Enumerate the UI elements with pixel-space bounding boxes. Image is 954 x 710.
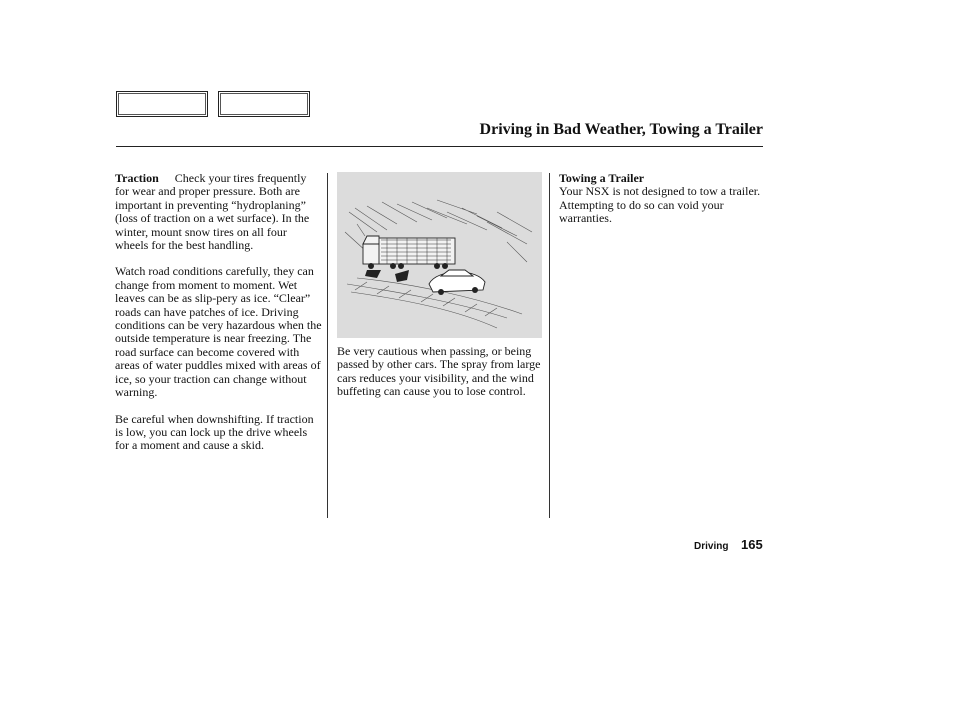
header-rule <box>116 146 763 147</box>
left-column <box>115 172 323 466</box>
traction-text: Check your tires frequently for wear and proper pressure. Both are important in preventing “hydroplaning” (loss of traction on a wet surface). In the winter, mount snow tires on all four wheels for the best handling. <box>115 171 310 253</box>
road-conditions-paragraph: Watch road conditions carefully, they can change from moment to moment. Wet leaves can be as slip-pery as ice. “Clear” roads can have patches of ice. Driving conditions can be very hazardous when the outside temperature is near freezing. The road surface can become covered with areas of water puddles mixed with areas of ice, so your traction can change without warning. <box>115 264 322 400</box>
right-column <box>559 172 763 239</box>
traction-heading: Traction <box>115 171 159 185</box>
column-divider <box>549 173 550 518</box>
page-title: Driving in Bad Weather, Towing a Trailer <box>479 121 763 138</box>
section-tab-box <box>116 91 208 117</box>
traction-paragraph <box>115 172 323 252</box>
towing-paragraph: Your NSX is not designed to tow a trailer. Attempting to do so can void your warranties. <box>559 184 761 226</box>
section-tab-box <box>218 91 310 117</box>
page-number: 165 <box>741 537 763 552</box>
downshifting-paragraph: Be careful when downshifting. If traction is low, you can lock up the drive wheels for a moment and cause a skid. <box>115 411 314 453</box>
middle-column <box>337 345 541 412</box>
passing-caption: Be very cautious when passing, or being passed by other cars. The spray from large cars reduces your visibility, and the wind buffeting can cause you to lose control. <box>337 344 541 399</box>
truck-and-car-in-rain-illustration <box>337 172 542 338</box>
towing-heading: Towing a Trailer <box>559 171 645 185</box>
footer-section-label: Driving <box>694 541 729 552</box>
column-divider <box>327 173 328 518</box>
